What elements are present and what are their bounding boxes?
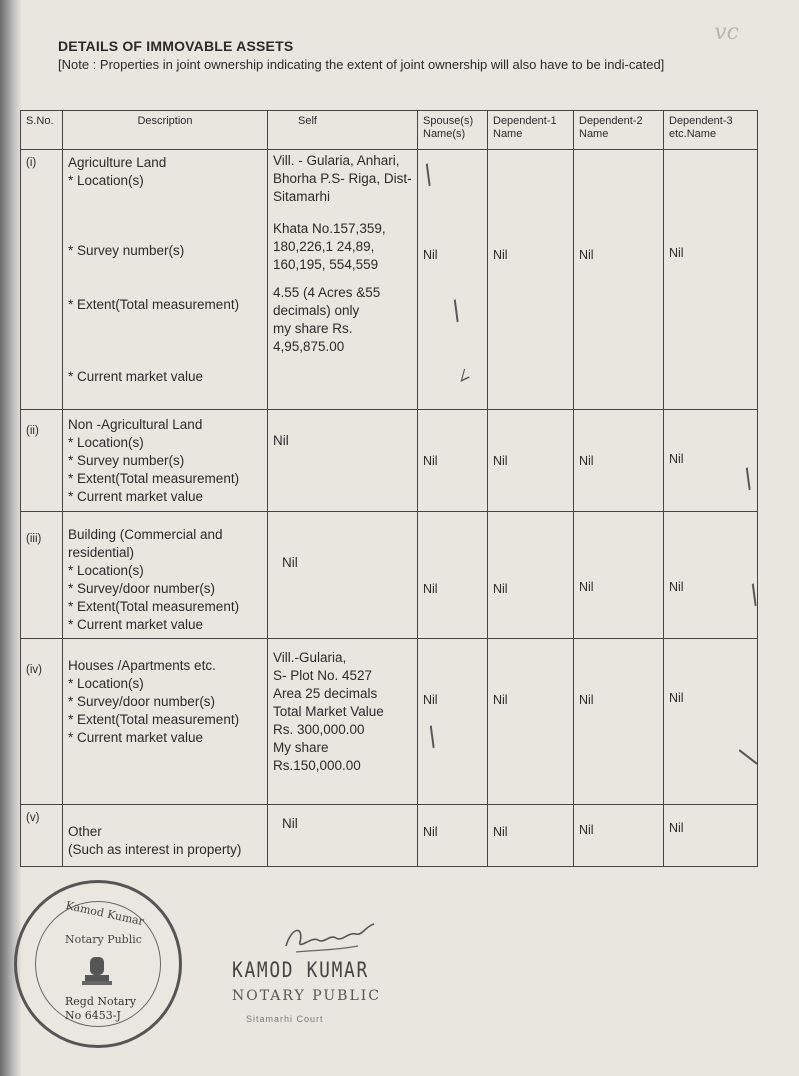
- col-header-spouse: Spouse(s) Name(s): [418, 111, 488, 150]
- row-spouse: Nil: [418, 410, 488, 512]
- section-title: DETAILS OF IMMOVABLE ASSETS: [58, 38, 294, 54]
- handwritten-signature: [278, 916, 378, 958]
- desc-item: * Current market value: [68, 369, 204, 384]
- desc-title: Other: [68, 824, 102, 839]
- table-row: [21, 805, 758, 867]
- row-dependent-1: Nil: [488, 410, 574, 512]
- row-sno: (ii): [21, 410, 63, 512]
- desc-item: * Current market value: [68, 730, 204, 745]
- desc-item: * Location(s): [68, 676, 144, 691]
- row-description: [63, 639, 268, 805]
- row-description: [63, 410, 268, 512]
- row-spouse: Nil: [418, 150, 488, 410]
- notary-place: Sitamarhi Court: [246, 1014, 324, 1024]
- desc-item: * Survey number(s): [68, 453, 185, 468]
- table-row: [21, 512, 758, 639]
- row-description: [63, 805, 268, 867]
- pen-tick-mark: /: [422, 721, 443, 753]
- corner-pencil-mark: vc: [714, 20, 739, 45]
- row-dependent-1: Nil: [488, 512, 574, 639]
- row-dependent-2: Nil: [574, 512, 664, 639]
- row-dependent-1: Nil: [488, 639, 574, 805]
- row-self: Nil: [268, 805, 418, 867]
- row-self: Nil: [268, 410, 418, 512]
- desc-item: * Extent(Total measurement): [68, 297, 240, 312]
- row-sno: (v): [21, 805, 63, 867]
- notary-seal-stamp: Kamod Kumar Notary Public Regd Notary No 6453-J: [14, 880, 182, 1048]
- desc-item: * Current market value: [68, 489, 204, 504]
- desc-item: * Extent(Total measurement): [68, 712, 240, 727]
- table-row: [21, 639, 758, 805]
- section-note: [Note : Properties in joint ownership indicating the extent of joint ownership will also have to be indi-cated]: [58, 57, 665, 72]
- pen-tick-mark: ∠: [452, 363, 475, 390]
- row-self: Nil: [268, 512, 418, 639]
- table-row: [21, 150, 758, 410]
- row-spouse: Nil: [418, 639, 488, 805]
- table-header-row: [21, 111, 758, 150]
- col-header-dependent-2: Dependent-2 Name: [574, 111, 664, 150]
- col-header-description: Description: [63, 111, 268, 150]
- col-header-self: Self: [268, 111, 418, 150]
- row-self: Vill.-Gularia, S- Plot No. 4527 Area 25 decimals Total Market Value Rs. 300,000.00 My share Rs.150,000.00: [268, 639, 418, 805]
- pen-tick-mark: /: [738, 463, 759, 495]
- desc-title: Houses /Apartments etc.: [68, 658, 216, 673]
- desc-item: * Extent(Total measurement): [68, 599, 240, 614]
- desc-title: Non -Agricultural Land: [68, 417, 203, 432]
- desc-item: (Such as interest in property): [68, 842, 242, 857]
- desc-item: * Location(s): [68, 435, 144, 450]
- desc-title: Building (Commercial and residential): [68, 527, 223, 560]
- row-sno: (iv): [21, 639, 63, 805]
- table-row: [21, 410, 758, 512]
- desc-item: * Location(s): [68, 173, 144, 188]
- row-description: [63, 512, 268, 639]
- pen-tick-mark: /: [446, 295, 467, 327]
- row-self: [268, 150, 418, 410]
- notary-name: KAMOD KUMAR: [232, 958, 369, 982]
- row-dependent-3: Nil: [664, 805, 758, 867]
- pen-tick-mark: /: [744, 579, 765, 611]
- page-edge-shadow: [0, 0, 22, 1076]
- desc-item: * Extent(Total measurement): [68, 471, 240, 486]
- row-dependent-3: Nil: [664, 150, 758, 410]
- national-emblem-icon: [77, 953, 117, 989]
- row-dependent-3: Nil: [664, 639, 758, 805]
- row-dependent-2: Nil: [574, 150, 664, 410]
- row-sno: (iii): [21, 512, 63, 639]
- pen-tick-mark: /: [732, 747, 764, 767]
- desc-item: * Survey number(s): [68, 243, 185, 258]
- col-header-dependent-1: Dependent-1 Name: [488, 111, 574, 150]
- self-location: Vill. - Gularia, Anhari, Bhorha P.S- Riga, Dist-Sitamarhi: [273, 153, 412, 204]
- notary-title: NOTARY PUBLIC: [232, 988, 382, 1004]
- row-dependent-3: Nil: [664, 512, 758, 639]
- desc-item: * Current market value: [68, 617, 204, 632]
- row-dependent-2: Nil: [574, 410, 664, 512]
- desc-item: * Survey/door number(s): [68, 581, 216, 596]
- desc-title: Agriculture Land: [68, 155, 167, 170]
- row-dependent-1: Nil: [488, 150, 574, 410]
- row-dependent-3: Nil: [664, 410, 758, 512]
- row-spouse: Nil: [418, 512, 488, 639]
- pen-tick-mark: /: [418, 159, 439, 191]
- desc-item: * Survey/door number(s): [68, 694, 216, 709]
- immovable-assets-table: [20, 110, 758, 867]
- row-spouse: Nil: [418, 805, 488, 867]
- row-dependent-2: Nil: [574, 639, 664, 805]
- row-description: [63, 150, 268, 410]
- self-extent: 4.55 (4 Acres &55 decimals) only: [273, 285, 381, 318]
- row-dependent-2: Nil: [574, 805, 664, 867]
- row-sno: (i): [21, 150, 63, 410]
- self-survey: Khata No.157,359, 180,226,1 24,89, 160,195, 554,559: [273, 221, 386, 272]
- self-market-value: my share Rs. 4,95,875.00: [273, 321, 353, 354]
- col-header-dependent-3: Dependent-3 etc.Name: [664, 111, 758, 150]
- desc-item: * Location(s): [68, 563, 144, 578]
- row-dependent-1: Nil: [488, 805, 574, 867]
- col-header-sno: S.No.: [21, 111, 63, 150]
